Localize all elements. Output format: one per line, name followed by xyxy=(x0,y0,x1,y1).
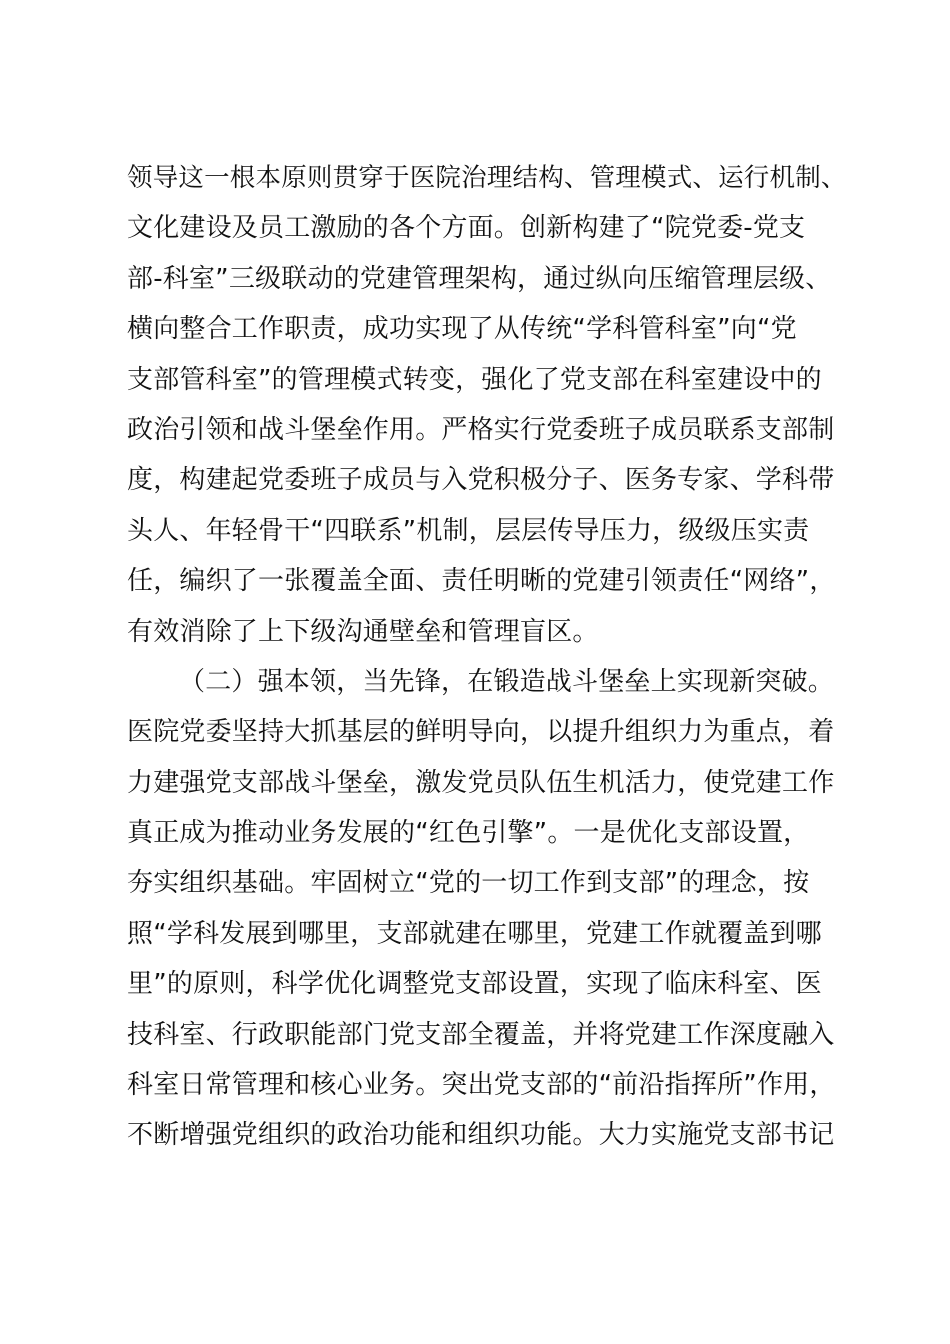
text-line: 夯实组织基础。牢固树立“党的一切工作到支部”的理念，按 xyxy=(127,868,810,899)
text-line: 照“学科发展到哪里，支部就建在哪里，党建工作就覆盖到哪 xyxy=(127,918,822,949)
text-line: 文化建设及员工激励的各个方面。创新构建了“院党委-党支 xyxy=(127,213,806,244)
text-line: 里”的原则，科学优化调整党支部设置，实现了临床科室、医 xyxy=(127,969,822,1000)
text-line: 部-科室”三级联动的党建管理架构，通过纵向压缩管理层级、 xyxy=(127,263,832,294)
text-line: 不断增强党组织的政治功能和组织功能。大力实施党支部书记 xyxy=(127,1120,835,1151)
body-text xyxy=(127,153,857,1161)
text-line: 领导这一根本原则贯穿于医院治理结构、管理模式、运行机制、 xyxy=(127,163,847,193)
text-line: 科室日常管理和核心业务。突出党支部的“前沿指挥所”作用， xyxy=(127,1070,836,1101)
section-heading: （二）强本领，当先锋，在锻造战斗堡垒上实现新突破。 xyxy=(179,666,835,697)
text-line: 真正成为推动业务发展的“红色引擎”。一是优化支部设置， xyxy=(127,818,810,849)
text-line: 头人、年轻骨干“四联系”机制，层层传导压力，级级压实责 xyxy=(127,515,810,546)
text-line: 力建强党支部战斗堡垒，激发党员队伍生机活力，使党建工作 xyxy=(127,767,835,798)
text-line: 任，编织了一张覆盖全面、责任明晰的党建引领责任“网络”， xyxy=(127,566,836,597)
text-line: 横向整合工作职责，成功实现了从传统“学科管科室”向“党 xyxy=(127,314,797,345)
text-line: 医院党委坚持大抓基层的鲜明导向，以提升组织力为重点，着 xyxy=(127,717,835,748)
text-line: 支部管科室”的管理模式转变，强化了党支部在科室建设中的 xyxy=(127,364,822,395)
text-line: 政治引领和战斗堡垒作用。严格实行党委班子成员联系支部制 xyxy=(127,414,835,445)
text-line: 技科室、行政职能部门党支部全覆盖，并将党建工作深度融入 xyxy=(127,1019,835,1050)
text-line: 有效消除了上下级沟通壁垒和管理盲区。 xyxy=(127,616,599,647)
text-line: 度，构建起党委班子成员与入党积极分子、医务专家、学科带 xyxy=(127,465,835,496)
